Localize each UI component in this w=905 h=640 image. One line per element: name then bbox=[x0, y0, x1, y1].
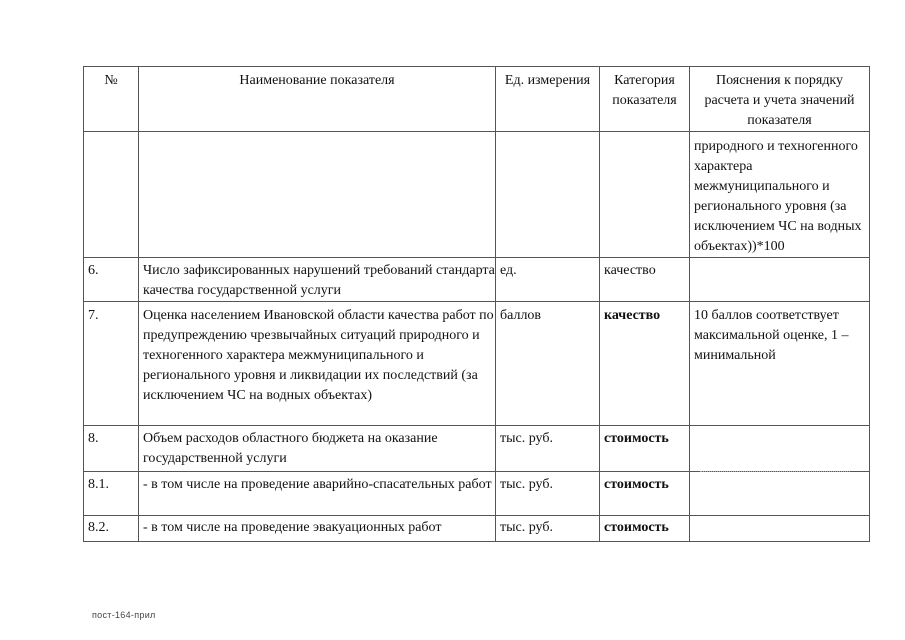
row-num: 6. bbox=[84, 258, 139, 302]
table-row bbox=[84, 516, 870, 542]
row-unit: тыс. руб. bbox=[496, 516, 600, 542]
continuation-note: природного и техногенного характера межмуниципального и регионального уровня (за исключением ЧС на водных объектах))*100 bbox=[690, 132, 870, 258]
header-name: Наименование показателя bbox=[139, 67, 496, 132]
table-row bbox=[84, 472, 870, 516]
row-note bbox=[690, 426, 870, 472]
row-name: Оценка населением Ивановской области качества работ по предупреждению чрезвычайных ситуаций природного и техногенного характера межмуниципального и регионального уровня и ликвидации их последствий (за исключением ЧС на водных объектах) bbox=[139, 302, 496, 426]
row-num: 8.1. bbox=[84, 472, 139, 516]
row-category: стоимость bbox=[600, 426, 690, 472]
table-row bbox=[84, 426, 870, 472]
row-note bbox=[690, 516, 870, 542]
row-category: качество bbox=[600, 302, 690, 426]
row-num: 8. bbox=[84, 426, 139, 472]
row-note bbox=[690, 472, 870, 516]
header-note: Пояснения к порядку расчета и учета значений показателя bbox=[690, 67, 870, 132]
table-cell bbox=[496, 132, 600, 258]
row-name: Объем расходов областного бюджета на оказание государственной услуги bbox=[139, 426, 496, 472]
row-category: качество bbox=[600, 258, 690, 302]
row-unit: баллов bbox=[496, 302, 600, 426]
table-cell bbox=[600, 132, 690, 258]
header-category: Категория показателя bbox=[600, 67, 690, 132]
row-name: Число зафиксированных нарушений требований стандарта качества государственной услуги bbox=[139, 258, 496, 302]
row-category: стоимость bbox=[600, 516, 690, 542]
header-num: № bbox=[84, 67, 139, 132]
row-num: 8.2. bbox=[84, 516, 139, 542]
table-cell bbox=[84, 132, 139, 258]
row-unit: тыс. руб. bbox=[496, 472, 600, 516]
row-category: стоимость bbox=[600, 472, 690, 516]
row-num: 7. bbox=[84, 302, 139, 426]
header-unit: Ед. измерения bbox=[496, 67, 600, 132]
table-row bbox=[84, 258, 870, 302]
continuation-row bbox=[84, 132, 870, 258]
table-row bbox=[84, 302, 870, 426]
row-note bbox=[690, 258, 870, 302]
row-unit: ед. bbox=[496, 258, 600, 302]
table-header-row bbox=[84, 67, 870, 132]
row-name: - в том числе на проведение аварийно-спасательных работ bbox=[139, 472, 496, 516]
table-cell bbox=[139, 132, 496, 258]
row-unit: тыс. руб. bbox=[496, 426, 600, 472]
row-note: 10 баллов соответствует максимальной оценке, 1 – минимальной bbox=[690, 302, 870, 426]
row-name: - в том числе на проведение эвакуационных работ bbox=[139, 516, 496, 542]
scan-artifact-dots bbox=[700, 471, 850, 472]
footer-file-name: пост-164-прил bbox=[92, 610, 156, 620]
